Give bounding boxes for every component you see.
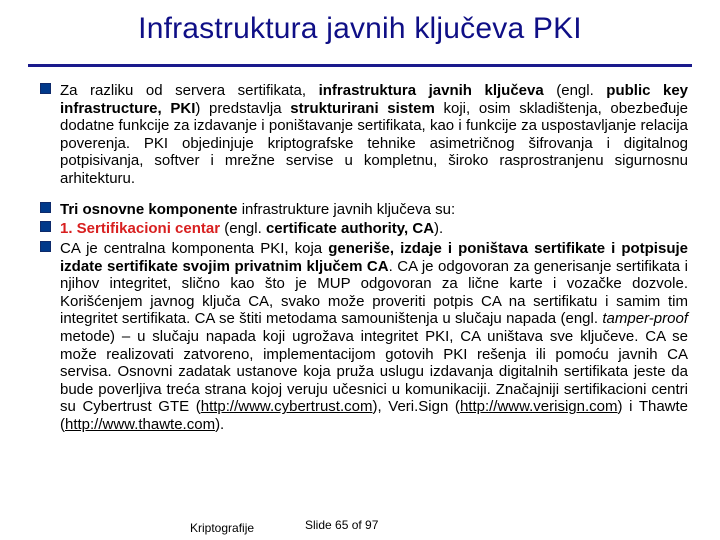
- bullet-text: ) predstavlja: [195, 99, 291, 117]
- bullet-ca-description: [40, 240, 688, 434]
- square-bullet-icon: [40, 202, 51, 213]
- bullet-text: ), Veri.Sign (: [372, 398, 460, 416]
- square-bullet-icon: [40, 83, 51, 94]
- bullet-text: CA je centralna komponenta PKI, koja: [60, 240, 329, 257]
- term-pki: infrastruktura javnih ključeva: [318, 82, 544, 99]
- bullet-text: ).: [215, 415, 225, 433]
- square-bullet-icon: [40, 241, 51, 252]
- footer-course-name: Kriptografije: [190, 521, 255, 535]
- square-bullet-icon: [40, 221, 51, 232]
- term-english: public key infrastructure, PKI: [60, 82, 689, 117]
- footer-slide-number: Slide 65 of 97: [305, 518, 379, 532]
- bullet-text: metode) – u slučaju napada koji ugrožava integritet PKI, CA uništava sve ključeve. CA se može realizovati zatvoreno, implementacijom gotovih PKI rešenja ili pomoću javnih CA servisa. Osnovni zadatak ustanove koja pruža uslugu izdavanja digitalnih sertifikata jeste da bude poverljiva treća strana kojoj veruju učesnici u komunikaciji. Značajniji sertifikacioni centri su Cybertrust GTE (: [60, 327, 688, 416]
- slide-title: Infrastruktura javnih ključeva PKI: [138, 12, 582, 45]
- verisign-link[interactable]: http://www.verisign.com: [459, 398, 618, 416]
- term-ca-functions: generiše, izdaje i poništava sertifikate i potpisuje izdate sertifikate svojim privatnim ključem CA: [60, 240, 688, 275]
- bullet-three-components: [40, 201, 688, 219]
- cybertrust-link[interactable]: http://www.cybertrust.com: [200, 398, 373, 416]
- thawte-link[interactable]: http://www.thawte.com: [65, 415, 216, 433]
- bullet-text: infrastrukture javnih ključeva su:: [237, 201, 456, 218]
- bullet-text: Za razliku od servera sertifikata,: [60, 82, 319, 99]
- bullet-certificate-authority: [40, 220, 688, 238]
- term-ca: certificate authority, CA: [265, 220, 435, 237]
- bullet-text: (engl.: [220, 220, 266, 237]
- bullet-text: ).: [434, 220, 444, 237]
- term-structured-system: strukturirani sistem: [290, 99, 435, 117]
- term-three-components: Tri osnovne komponente: [60, 201, 238, 218]
- bullet-text: ) i Thawte (: [60, 398, 689, 433]
- bullet-text: koji, osim skladištenja, obezbeđuje dodatne funkcije za izdavanje i poništavanje sertifikata, kao i funkcije za uspostavljanje relacija poverenja. PKI objedinjuje kriptografske tehnike asimetričnog šifrovanja i digitalnog potpisivanja, softver i mrežne servise u kompletnu, široko rasprostranjenu sigurnosnu arhitekturu.: [60, 99, 688, 187]
- term-tamper-proof: tamper-proof: [602, 310, 688, 328]
- bullet-text: . CA je odgovoran za generisanje sertifikata i njihov integritet, slično kao što je MUP odgovoran za lične karte i vozačke dozvole. Korišćenjem javnog ključa CA, svako može proveriti potpis CA na sertifikatu i samim tim integritet sertifikata. CA se štiti metodama samouništenja u slučaju napada (engl.: [60, 257, 688, 328]
- bullet-text: (engl.: [543, 82, 607, 99]
- bullet-pki-definition: [40, 82, 688, 188]
- term-certification-center: 1. Sertifikacioni centar: [60, 220, 221, 237]
- title-divider: [28, 64, 692, 67]
